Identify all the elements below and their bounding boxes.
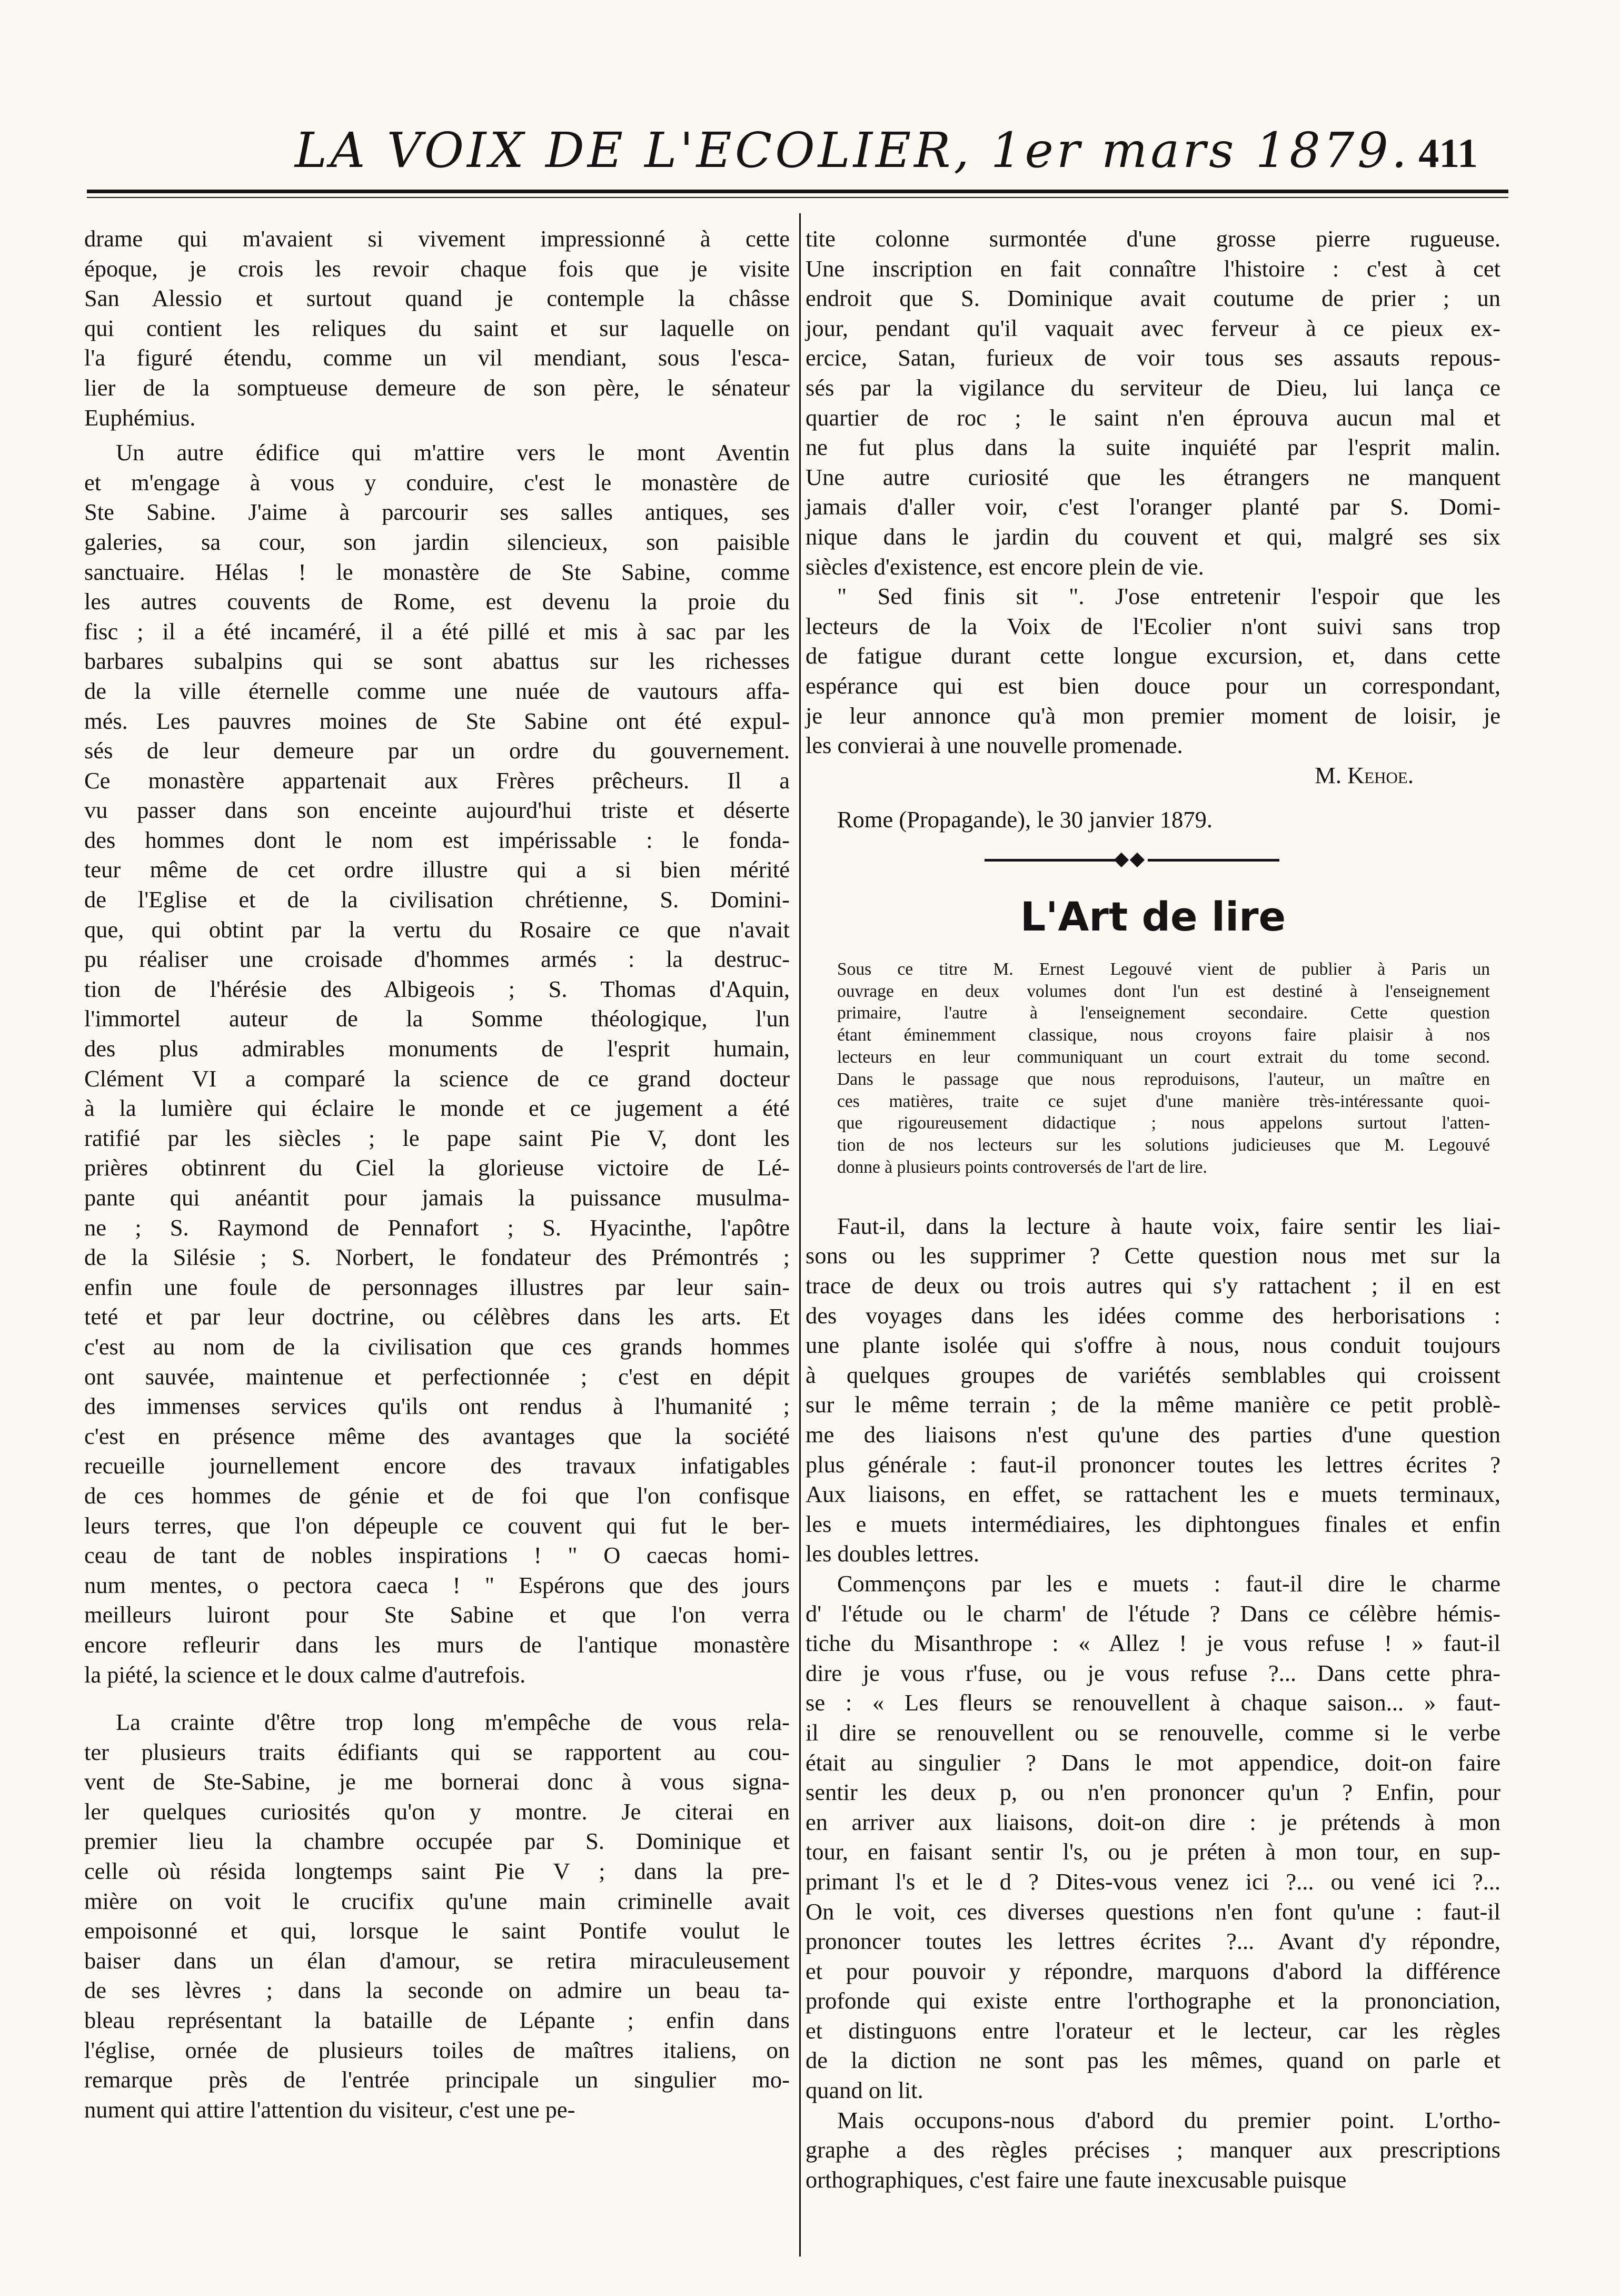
text-line: primant l's et le d ? Dites-vous venez ici ?... ou vené ici ?... bbox=[806, 1868, 1500, 1895]
text-line: Euphémius. bbox=[84, 404, 196, 431]
paragraph bbox=[84, 438, 790, 1689]
text-line: c'est au nom de la civilisation que ces grands hommes bbox=[84, 1333, 790, 1360]
text-line: sanctuaire. Hélas ! le monastère de Ste Sabine, comme bbox=[84, 558, 790, 585]
dateline: Rome (Propagande), le 30 janvier 1879. bbox=[837, 806, 1213, 833]
text-line: des immenses services qu'ils ont rendus à l'humanité ; bbox=[84, 1393, 790, 1420]
header-rule-thin bbox=[87, 197, 1508, 198]
page-number: 411 bbox=[1418, 130, 1478, 176]
text-line: espérance qui est bien douce pour un correspondant, bbox=[806, 672, 1500, 699]
text-line: c'est en présence même des avantages que la société bbox=[84, 1422, 790, 1449]
text-line: Faut-il, dans la lecture à haute voix, faire sentir les liai- bbox=[837, 1212, 1500, 1239]
text-line: sés par la vigilance du serviteur de Dieu, lui lança ce bbox=[806, 374, 1500, 401]
text-line: ces matières, traite ce sujet d'une manière très-intéressante quoi- bbox=[837, 1091, 1490, 1111]
text-line: tour, en faisant sentir l's, ou je préten à mon tour, en sup- bbox=[806, 1838, 1500, 1865]
text-line: les doubles lettres. bbox=[806, 1540, 979, 1567]
text-line: trace de deux ou trois autres qui s'y rattachent ; il en est bbox=[806, 1272, 1500, 1299]
text-line: teté et par leur doctrine, ou célèbres dans les arts. Et bbox=[84, 1303, 790, 1330]
text-line: jamais d'aller voir, c'est l'oranger planté par S. Domi- bbox=[806, 493, 1500, 520]
text-line: de la Silésie ; S. Norbert, le fondateur des Prémontrés ; bbox=[84, 1244, 790, 1271]
text-line: més. Les pauvres moines de Ste Sabine ont été expul- bbox=[84, 707, 790, 734]
text-line: de l'Eglise et de la civilisation chrétienne, S. Domini- bbox=[84, 886, 790, 913]
text-line: enfin une foule de personnages illustres par leur sain- bbox=[84, 1273, 790, 1300]
text-line: nument qui attire l'attention du visiteur, c'est une pe- bbox=[84, 2096, 575, 2123]
text-line: prononcer toutes les lettres écrites ?... Avant d'y répondre, bbox=[806, 1928, 1500, 1955]
text-line: les convierai à une nouvelle promenade. bbox=[806, 732, 1183, 759]
text-line: barbares subalpins qui se sont abattus sur les richesses bbox=[84, 648, 790, 675]
text-line: profonde qui existe entre l'orthographe et la prononciation, bbox=[806, 1987, 1500, 2014]
text-line: tiche du Misanthrope : « Allez ! je vous refuse ! » faut-il bbox=[806, 1630, 1500, 1657]
text-line: vu passer dans son enceinte aujourd'hui triste et déserte bbox=[84, 797, 790, 824]
text-line: était au singulier ? Dans le mot appendice, doit-on faire bbox=[806, 1749, 1500, 1776]
paragraph bbox=[84, 224, 790, 432]
text-line: ratifié par les siècles ; le pape saint Pie V, dont les bbox=[84, 1124, 790, 1151]
text-line: pante qui anéantit pour jamais la puissance musulma- bbox=[84, 1184, 790, 1211]
text-line: tion de nos lecteurs sur les solutions judicieuses que M. Legouvé bbox=[837, 1135, 1490, 1155]
text-line: en arriver aux liaisons, doit-on dire : je prétends à mon bbox=[806, 1808, 1500, 1835]
text-line: empoisonné et qui, lorsque le saint Pontife voulut le bbox=[84, 1917, 790, 1944]
text-line: pu réaliser une croisade d'hommes armés : la destruc- bbox=[84, 946, 790, 973]
text-line: dire je vous r'fuse, ou je vous refuse ?... Dans cette phra- bbox=[806, 1659, 1500, 1686]
text-line: San Alessio et surtout quand je contemple la châsse bbox=[84, 285, 790, 312]
text-line: celle où résida longtemps saint Pie V ; dans la pre- bbox=[84, 1858, 790, 1885]
text-line: teur même de cet ordre illustre qui a si bien mérité bbox=[84, 856, 790, 883]
text-line: orthographiques, c'est faire une faute inexcusable puisque bbox=[806, 2166, 1347, 2193]
text-line: et m'engage à vous y conduire, c'est le monastère de bbox=[84, 469, 790, 496]
paragraph bbox=[806, 1211, 1500, 1569]
author-signature: M. Kehoe. bbox=[1315, 761, 1414, 788]
text-line: étant éminemment classique, nous croyons faire plaisir à nos bbox=[837, 1025, 1490, 1045]
text-line: plus générale : faut-il prononcer toutes les lettres écrites ? bbox=[806, 1451, 1500, 1478]
text-line: Ce monastère appartenait aux Frères prêcheurs. Il a bbox=[84, 767, 790, 794]
text-line: Commençons par les e muets : faut-il dire le charme bbox=[837, 1570, 1500, 1597]
text-line: sés de leur demeure par un ordre du gouvernement. bbox=[84, 737, 790, 764]
paragraph bbox=[806, 1569, 1500, 2105]
text-line: prières obtinrent du Ciel la glorieuse victoire de Lé- bbox=[84, 1154, 790, 1181]
text-line: l'a figuré étendu, comme un vil mendiant, sous l'esca- bbox=[84, 344, 790, 371]
left-column bbox=[84, 224, 790, 2124]
text-line: quand on lit. bbox=[806, 2077, 923, 2104]
text-line: que rigoureusement didactique ; nous appelons surtout l'atten- bbox=[837, 1113, 1490, 1133]
text-line: sentir les deux p, ou n'en prononcer qu'un ? Enfin, pour bbox=[806, 1779, 1500, 1806]
text-line: de la diction ne sont pas les mêmes, quand on parle et bbox=[806, 2047, 1500, 2074]
text-line: lecteurs de la Voix de l'Ecolier n'ont suivi sans trop bbox=[806, 612, 1500, 639]
text-line: Sous ce titre M. Ernest Legouvé vient de publier à Paris un bbox=[837, 959, 1490, 979]
text-line: num mentes, o pectora caeca ! " Espérons que des jours bbox=[84, 1571, 790, 1598]
text-line: Dans le passage que nous reproduisons, l'auteur, un maître en bbox=[837, 1069, 1490, 1089]
text-line: il dire se renouvellent ou se renouvelle, comme si le verbe bbox=[806, 1719, 1500, 1746]
text-line: meilleurs luiront pour Ste Sabine et que l'on verra bbox=[84, 1601, 790, 1628]
text-line: sur le même terrain ; de la même manière ce petit problè- bbox=[806, 1391, 1500, 1418]
text-line: " Sed finis sit ". J'ose entretenir l'espoir que les bbox=[837, 583, 1500, 610]
text-line: ceau de tant de nobles inspirations ! " O caecas homi- bbox=[84, 1542, 790, 1569]
right-column bbox=[806, 224, 1500, 2194]
text-line: Un autre édifice qui m'attire vers le mont Aventin bbox=[116, 439, 790, 466]
text-line: époque, je crois les revoir chaque fois que je visite bbox=[84, 255, 790, 282]
text-line: lier de la somptueuse demeure de son père, le sénateur bbox=[84, 374, 790, 401]
text-line: à la lumière qui éclaire le monde et ce jugement a été bbox=[84, 1095, 790, 1122]
text-line: ne fut plus dans la suite inquiété par l'esprit malin. bbox=[806, 434, 1500, 461]
text-line: et pour pouvoir y répondre, marquons d'abord la différence bbox=[806, 1957, 1500, 1984]
text-line: de ces hommes de génie et de foi que l'on confisque bbox=[84, 1482, 790, 1509]
text-line: de fatigue durant cette longue excursion, et, dans cette bbox=[806, 642, 1500, 669]
text-line: ne ; S. Raymond de Pennafort ; S. Hyacinthe, l'apôtre bbox=[84, 1214, 790, 1241]
text-line: des hommes dont le nom est impérissable : le fonda- bbox=[84, 826, 790, 853]
text-line: d' l'étude ou le charm' de l'étude ? Dans ce célèbre hémis- bbox=[806, 1600, 1500, 1627]
paragraph bbox=[84, 1707, 790, 2124]
article-body bbox=[806, 1211, 1500, 2195]
text-line: se : « Les fleurs se renouvellent à chaque saison... » faut- bbox=[806, 1689, 1500, 1716]
column-divider bbox=[799, 213, 801, 2257]
text-line: primaire, l'autre à l'enseignement secondaire. Cette question bbox=[837, 1003, 1490, 1023]
text-line: des plus admirables monuments de l'esprit humain, bbox=[84, 1035, 790, 1062]
text-line: ont sauvée, maintenue et perfectionnée ; c'est en dépit bbox=[84, 1363, 790, 1390]
text-line: ouvrage en deux volumes dont l'un est destiné à l'enseignement bbox=[837, 981, 1490, 1001]
text-line: je leur annonce qu'à mon premier moment de loisir, je bbox=[806, 702, 1500, 729]
text-line: tion de l'hérésie des Albigeois ; S. Thomas d'Aquin, bbox=[84, 975, 790, 1002]
article-introduction bbox=[806, 958, 1500, 1179]
text-line: me des liaisons n'est qu'une des parties d'une question bbox=[806, 1421, 1500, 1448]
text-line: sons ou les supprimer ? Cette question nous met sur la bbox=[806, 1242, 1500, 1269]
text-line: graphe a des règles précises ; manquer aux prescriptions bbox=[806, 2136, 1500, 2163]
text-line: quartier de roc ; le saint n'en éprouva aucun mal et bbox=[806, 404, 1500, 431]
text-line: Clément VI a comparé la science de ce grand docteur bbox=[84, 1065, 790, 1092]
text-line: de la ville éternelle comme une nuée de vautours affa- bbox=[84, 677, 790, 704]
text-line: baiser dans un élan d'amour, se retira miraculeusement bbox=[84, 1947, 790, 1974]
text-line: remarque près de l'entrée principale un singulier mo- bbox=[84, 2066, 790, 2093]
text-line: recueille journellement encore des travaux infatigables bbox=[84, 1452, 790, 1479]
text-line: Aux liaisons, en effet, se rattachent les e muets terminaux, bbox=[806, 1481, 1500, 1508]
text-line: ercice, Satan, furieux de voir tous ses assauts repous- bbox=[806, 344, 1500, 371]
running-title: LA VOIX DE L'ECOLIER, 1er mars 1879. bbox=[295, 122, 1410, 179]
text-line: vent de Ste-Sabine, je me bornerai donc à vous signa- bbox=[84, 1768, 790, 1795]
text-line: encore refleurir dans les murs de l'antique monastère bbox=[84, 1631, 790, 1658]
text-line: l'immortel auteur de la Somme théologique, l'un bbox=[84, 1005, 790, 1032]
text-line: la piété, la science et le doux calme d'autrefois. bbox=[84, 1661, 526, 1688]
section-title: L'Art de lire bbox=[1020, 893, 1286, 940]
text-line: des voyages dans les idées comme des herborisations : bbox=[806, 1302, 1500, 1329]
text-line: jour, pendant qu'il vaquait avec ferveur à ce pieux ex- bbox=[806, 314, 1500, 341]
text-line: que, qui obtint par la vertu du Rosaire ce que n'avait bbox=[84, 916, 790, 943]
text-line: leurs terres, que l'on dépeuple ce couvent qui fut le ber- bbox=[84, 1512, 790, 1539]
text-line: ter plusieurs traits édifiants qui se rapportent au cou- bbox=[84, 1738, 790, 1765]
paragraph bbox=[806, 581, 1500, 760]
text-line: galeries, sa cour, son jardin silencieux, son paisible bbox=[84, 528, 790, 555]
text-line: Mais occupons-nous d'abord du premier point. L'ortho- bbox=[837, 2106, 1500, 2133]
text-line: fisc ; il a été incaméré, il a été pillé et mis à sac par les bbox=[84, 618, 790, 645]
text-line: donne à plusieurs points controversés de l'art de lire. bbox=[837, 1157, 1207, 1177]
text-line: Ste Sabine. J'aime à parcourir ses salles antiques, ses bbox=[84, 499, 790, 526]
paragraph bbox=[806, 2105, 1500, 2195]
text-line: endroit que S. Dominique avait coutume de prier ; un bbox=[806, 285, 1500, 312]
header-rule bbox=[87, 190, 1508, 193]
text-line: de ses lèvres ; dans la seconde on admire un beau ta- bbox=[84, 1977, 790, 2004]
text-line: les autres couvents de Rome, est devenu la proie du bbox=[84, 588, 790, 615]
text-line: siècles d'existence, est encore plein de vie. bbox=[806, 553, 1204, 580]
text-line: tite colonne surmontée d'une grosse pierre rugueuse. bbox=[806, 225, 1500, 252]
text-line: à quelques groupes de variétés semblables qui croissent bbox=[806, 1361, 1500, 1388]
text-line: drame qui m'avaient si vivement impressionné à cette bbox=[84, 225, 790, 252]
text-line: Une autre curiosité que les étrangers ne manquent bbox=[806, 463, 1500, 490]
text-line: ler quelques curiosités qu'on y montre. Je citerai en bbox=[84, 1798, 790, 1825]
text-line: les e muets intermédiaires, les diphtongues finales et enfin bbox=[806, 1510, 1500, 1537]
text-line: bleau représentant la bataille de Lépante ; enfin dans bbox=[84, 2007, 790, 2034]
text-line: premier lieu la chambre occupée par S. Dominique et bbox=[84, 1828, 790, 1855]
text-line: qui contient les reliques du saint et sur laquelle on bbox=[84, 314, 790, 341]
text-line: On le voit, ces diverses questions n'en font qu'une : faut-il bbox=[806, 1898, 1500, 1925]
text-line: nique dans le jardin du couvent et qui, malgré ses six bbox=[806, 523, 1500, 550]
text-line: lecteurs en leur communiquant un court extrait du tome second. bbox=[837, 1047, 1490, 1067]
text-line: Une inscription en fait connaître l'histoire : c'est à cet bbox=[806, 255, 1500, 282]
text-line: et distinguons entre l'orateur et le lecteur, car les règles bbox=[806, 2017, 1500, 2044]
section-divider-ornament bbox=[806, 849, 1500, 870]
text-line: une plante isolée qui s'offre à nous, nous conduit toujours bbox=[806, 1332, 1500, 1359]
paragraph bbox=[806, 224, 1500, 581]
text-line: La crainte d'être trop long m'empêche de vous rela- bbox=[116, 1709, 790, 1736]
text-line: l'église, ornée de plusieurs toiles de maîtres italiens, on bbox=[84, 2036, 790, 2063]
text-line: mière on voit le crucifix qu'une main criminelle avait bbox=[84, 1887, 790, 1914]
